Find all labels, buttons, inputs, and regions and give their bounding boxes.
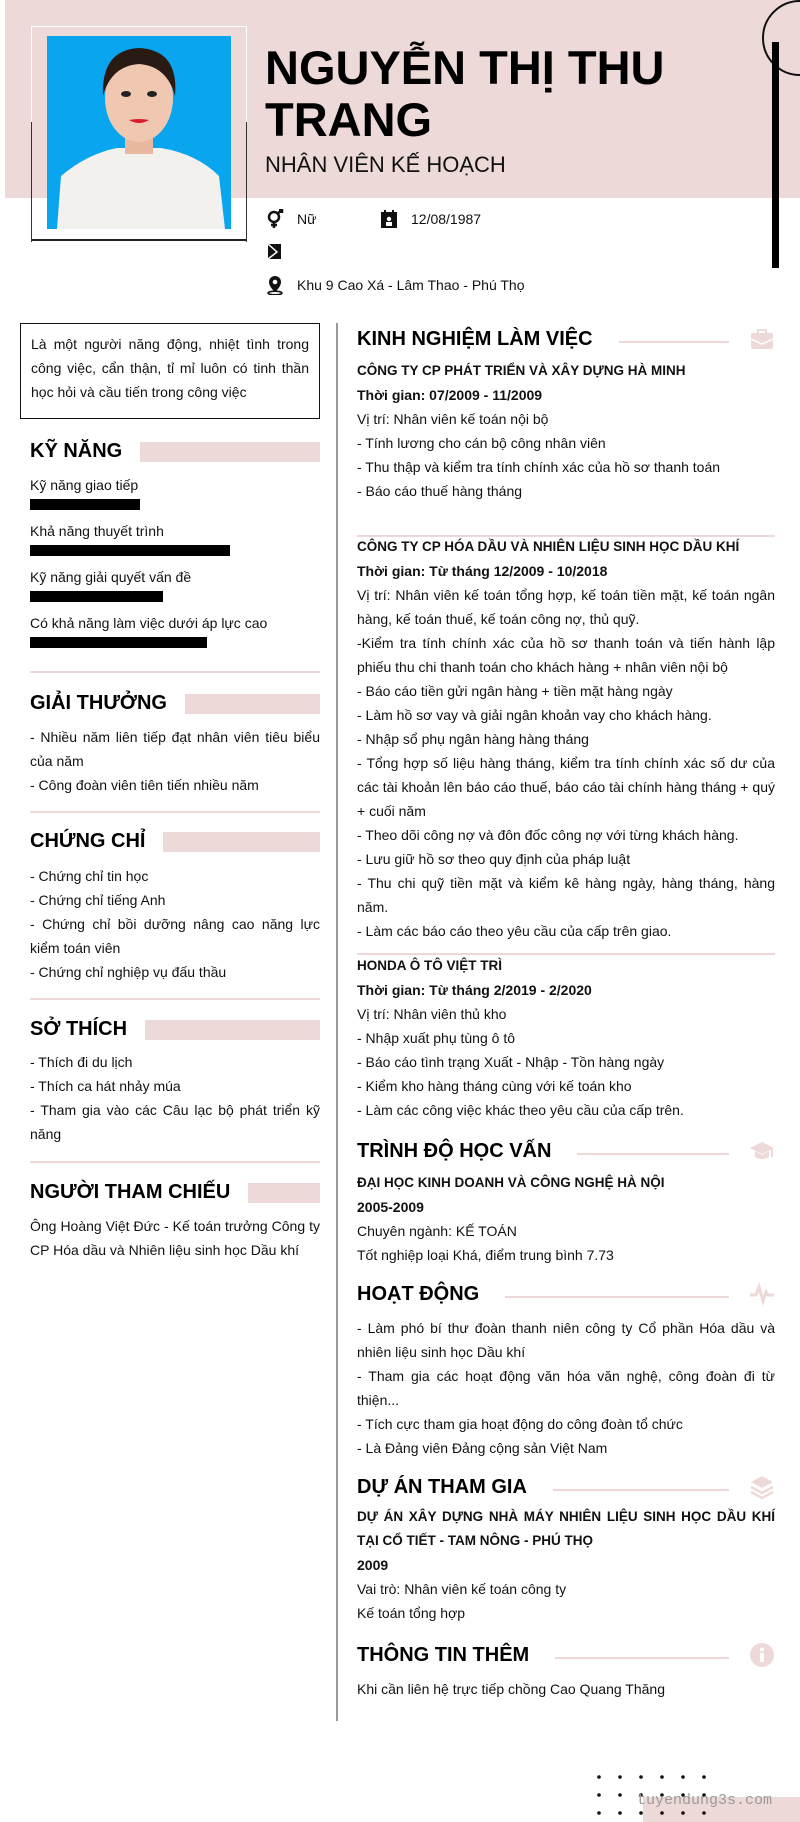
section-divider bbox=[30, 671, 320, 673]
list-item: - Tham gia các hoạt động văn hóa văn nghệ, công đoàn đi từ thiện... bbox=[357, 1368, 775, 1408]
summary-box: Là một người năng động, nhiệt tình trong công việc, cẩn thận, tỉ mỉ luôn có tinh thần học hỏi và cầu tiến trong công việc bbox=[20, 323, 320, 419]
dob-info bbox=[379, 209, 481, 229]
address-value: Khu 9 Cao Xá - Lâm Thao - Phú Thọ bbox=[297, 277, 525, 293]
job-detail: - Làm các công việc khác theo yêu cầu của cấp trên. bbox=[357, 1102, 684, 1118]
references-title: NGƯỜI THAM CHIẾU bbox=[30, 1181, 231, 1203]
list-item: - Nhiều năm liên tiếp đạt nhân viên tiêu biểu của năm bbox=[30, 729, 320, 769]
skill-label: Có khả năng làm việc dưới áp lực cao bbox=[30, 615, 268, 631]
job-detail: - Báo cáo tình trạng Xuất - Nhập - Tồn hàng ngày bbox=[357, 1054, 665, 1070]
column-divider bbox=[336, 323, 338, 1721]
job-detail: - Tổng hợp số liệu hàng tháng, kiểm tra tính chính xác số dư của các tài khoản lên báo cáo thuế, báo cáo tài chính hàng tháng + quý + cuối năm bbox=[357, 755, 775, 819]
decorative-bar bbox=[772, 42, 779, 268]
job-detail: - Làm hồ sơ vay và giải ngân khoản vay cho khách hàng. bbox=[357, 707, 712, 723]
section-divider bbox=[30, 998, 320, 1000]
experience-heading bbox=[357, 325, 775, 353]
email-info bbox=[265, 241, 297, 261]
decoration-dot bbox=[597, 1811, 601, 1815]
project-name: DỰ ÁN XÂY DỰNG NHÀ MÁY NHIÊN LIỆU SINH HỌC DẦU KHÍ TẠI CỔ TIẾT - TAM NÔNG - PHÚ THỌ bbox=[357, 1509, 775, 1548]
education-years: 2005-2009 bbox=[357, 1199, 424, 1215]
heading-accent-bar bbox=[163, 832, 320, 852]
skill-bar-fill bbox=[30, 545, 230, 556]
list-item: Chuyên ngành: KẾ TOÁN bbox=[357, 1223, 517, 1239]
profile-photo bbox=[47, 36, 231, 229]
gender-info bbox=[265, 209, 316, 229]
skills-heading bbox=[30, 440, 320, 463]
job-detail: - Nhập xuất phụ tùng ô tô bbox=[357, 1030, 515, 1046]
job-detail: - Kiểm kho hàng tháng cùng với kế toán kho bbox=[357, 1078, 632, 1094]
awards-list bbox=[30, 725, 320, 797]
layers-icon bbox=[749, 1474, 775, 1500]
job-detail: Vị trí: Nhân viên kế toán nội bộ bbox=[357, 411, 549, 427]
decorative-circle bbox=[758, 0, 800, 78]
decoration-dot bbox=[639, 1775, 643, 1779]
skills-title: KỸ NĂNG bbox=[30, 440, 123, 462]
education-heading bbox=[357, 1137, 775, 1165]
job-period: Thời gian: 07/2009 - 11/2009 bbox=[357, 387, 543, 403]
job-period: Thời gian: Từ tháng 12/2009 - 10/2018 bbox=[357, 563, 608, 579]
list-item: - Công đoàn viên tiên tiến nhiều năm bbox=[30, 777, 259, 793]
company-name: CÔNG TY CP PHÁT TRIỂN VÀ XÂY DỰNG HÀ MINH bbox=[357, 363, 686, 378]
list-item: Tốt nghiệp loại Khá, điểm trung bình 7.73 bbox=[357, 1247, 614, 1263]
decoration-dot bbox=[660, 1775, 664, 1779]
job-detail: - Làm các báo cáo theo yêu cầu của cấp trên giao. bbox=[357, 923, 672, 939]
heading-line bbox=[505, 1296, 729, 1298]
project-details bbox=[357, 1577, 775, 1625]
decoration-dot bbox=[660, 1811, 664, 1815]
heading-line bbox=[553, 1489, 729, 1491]
gender-icon bbox=[265, 209, 285, 229]
info-icon bbox=[749, 1642, 775, 1668]
graduation-cap-icon bbox=[749, 1138, 775, 1164]
job-entry bbox=[357, 359, 775, 503]
awards-title: GIẢI THƯỞNG bbox=[30, 692, 167, 714]
skills-list bbox=[30, 475, 320, 659]
job-detail: - Nhập sổ phụ ngân hàng hàng tháng bbox=[357, 731, 589, 747]
references-list bbox=[30, 1214, 320, 1262]
decoration-dot bbox=[702, 1811, 706, 1815]
job-title: NHÂN VIÊN KẾ HOẠCH bbox=[265, 152, 506, 177]
job-detail: - Báo cáo thuế hàng tháng bbox=[357, 483, 523, 499]
hobbies-heading bbox=[30, 1018, 320, 1041]
decoration-dot bbox=[618, 1811, 622, 1815]
company-name: CÔNG TY CP HÓA DẦU VÀ NHIÊN LIỆU SINH HỌC DẦU KHÍ bbox=[357, 539, 740, 554]
references-heading bbox=[30, 1181, 320, 1204]
gender-value: Nữ bbox=[297, 211, 317, 227]
list-item: - Chứng chỉ bồi dưỡng nâng cao năng lực kiểm toán viên bbox=[30, 916, 320, 956]
projects-heading bbox=[357, 1473, 775, 1501]
activities-list bbox=[357, 1316, 775, 1460]
skill-bar-fill bbox=[30, 499, 140, 510]
job-detail: Vị trí: Nhân viên kế toán tổng hợp, kế toán tiền mặt, kế toán ngân hàng, kế toán thuế, kế toán công nợ, thủ quỹ. bbox=[357, 587, 775, 627]
candidate-name: NGUYỄN THỊ THU TRANG bbox=[265, 41, 665, 146]
list-item: Khi cần liên hệ trực tiếp chồng Cao Quang Thăng bbox=[357, 1681, 665, 1697]
decoration-dot bbox=[618, 1775, 622, 1779]
education-entry bbox=[357, 1171, 775, 1267]
awards-heading bbox=[30, 692, 320, 715]
heading-accent-bar bbox=[145, 1020, 320, 1040]
list-item: Ông Hoàng Việt Đức - Kế toán trưởng Công ty CP Hóa dầu và Nhiên liệu sinh học Dầu khí bbox=[30, 1218, 320, 1258]
list-item: - Làm phó bí thư đoàn thanh niên công ty Cổ phần Hóa dầu và nhiên liệu sinh học Dầu khí bbox=[357, 1320, 775, 1360]
project-entry bbox=[357, 1505, 775, 1625]
calendar-icon bbox=[379, 209, 399, 229]
activities-heading bbox=[357, 1280, 775, 1308]
list-item: - Chứng chỉ tiếng Anh bbox=[30, 892, 166, 908]
skill-bar-fill bbox=[30, 637, 207, 648]
skill-bar bbox=[30, 591, 320, 602]
decoration-dot bbox=[597, 1775, 601, 1779]
job-detail: - Tính lương cho cán bộ công nhân viên bbox=[357, 435, 606, 451]
additional-info bbox=[357, 1677, 775, 1701]
watermark: tuyendung3s.com bbox=[637, 1792, 773, 1809]
hobbies-title: SỞ THÍCH bbox=[30, 1018, 128, 1040]
list-item: - Là Đảng viên Đảng cộng sản Việt Nam bbox=[357, 1440, 608, 1456]
projects-title: DỰ ÁN THAM GIA bbox=[357, 1475, 527, 1498]
job-entry bbox=[357, 954, 775, 1122]
decoration-dot bbox=[639, 1811, 643, 1815]
decoration-dot bbox=[597, 1793, 601, 1797]
list-item: - Thích ca hát nhảy múa bbox=[30, 1078, 181, 1094]
skill-bar bbox=[30, 499, 320, 510]
skill-label: Kỹ năng giao tiếp bbox=[30, 477, 139, 493]
list-item: - Chứng chỉ tin học bbox=[30, 868, 149, 884]
list-item: Vai trò: Nhân viên kế toán công ty bbox=[357, 1581, 567, 1597]
job-entry bbox=[357, 535, 775, 943]
skill-label: Khả năng thuyết trình bbox=[30, 523, 164, 539]
heading-accent-bar bbox=[185, 694, 320, 714]
job-detail: -Kiểm tra tính chính xác của hồ sơ thanh toán và tiến hành lập phiếu thu chi thanh toán cho khách hàng + nhân viên nội bộ bbox=[357, 635, 775, 675]
list-item: - Thích đi du lịch bbox=[30, 1054, 133, 1070]
skill-bar bbox=[30, 637, 320, 648]
additional-title: THÔNG TIN THÊM bbox=[357, 1643, 530, 1666]
job-detail: Vị trí: Nhân viên thủ kho bbox=[357, 1006, 507, 1022]
heading-accent-bar bbox=[140, 442, 320, 462]
decoration-dot bbox=[681, 1775, 685, 1779]
education-title: TRÌNH ĐỘ HỌC VẤN bbox=[357, 1139, 552, 1162]
school-name: ĐẠI HỌC KINH DOANH VÀ CÔNG NGHỆ HÀ NỘI bbox=[357, 1175, 665, 1190]
additional-heading bbox=[357, 1641, 775, 1669]
heading-line bbox=[555, 1657, 729, 1659]
project-year: 2009 bbox=[357, 1557, 389, 1573]
heading-line bbox=[577, 1153, 729, 1155]
job-period: Thời gian: Từ tháng 2/2019 - 2/2020 bbox=[357, 982, 592, 998]
education-details bbox=[357, 1219, 775, 1267]
heading-accent-bar bbox=[248, 1183, 320, 1203]
email-icon bbox=[265, 241, 285, 261]
job-detail: - Lưu giữ hồ sơ theo quy định của pháp luật bbox=[357, 851, 631, 867]
job-detail: - Báo cáo tiền gửi ngân hàng + tiền mặt hàng ngày bbox=[357, 683, 673, 699]
heading-line bbox=[619, 341, 729, 343]
section-divider bbox=[30, 811, 320, 813]
address-info bbox=[265, 275, 525, 295]
company-name: HONDA Ô TÔ VIỆT TRÌ bbox=[357, 958, 502, 973]
decoration-dot bbox=[618, 1793, 622, 1797]
decoration-dot bbox=[681, 1811, 685, 1815]
skill-label: Kỹ năng giải quyết vấn đề bbox=[30, 569, 192, 585]
job-detail: - Thu thập và kiểm tra tính chính xác của hồ sơ thanh toán bbox=[357, 459, 721, 475]
dob-value: 12/08/1987 bbox=[411, 211, 482, 227]
list-item: - Tham gia vào các Câu lạc bộ phát triển kỹ năng bbox=[30, 1102, 320, 1142]
heartbeat-icon bbox=[749, 1281, 775, 1307]
list-item: Kế toán tổng hợp bbox=[357, 1605, 466, 1621]
activities-title: HOẠT ĐỘNG bbox=[357, 1282, 480, 1305]
job-detail: - Theo dõi công nợ và đôn đốc công nợ với từng khách hàng. bbox=[357, 827, 739, 843]
decoration-dot bbox=[702, 1775, 706, 1779]
briefcase-icon bbox=[749, 326, 775, 352]
certificates-list bbox=[30, 864, 320, 984]
hobbies-list bbox=[30, 1050, 320, 1146]
list-item: - Tích cực tham gia hoạt động do công đoàn tổ chức bbox=[357, 1416, 683, 1432]
location-pin-icon bbox=[265, 275, 285, 295]
experience-title: KINH NGHIỆM LÀM VIỆC bbox=[357, 327, 593, 350]
skill-bar-fill bbox=[30, 591, 163, 602]
section-divider bbox=[30, 1161, 320, 1163]
list-item: - Chứng chỉ nghiệp vụ đấu thầu bbox=[30, 964, 227, 980]
certificates-heading bbox=[30, 830, 320, 853]
skill-bar bbox=[30, 545, 320, 556]
job-detail: - Thu chi quỹ tiền mặt và kiểm kê hàng ngày, hàng tháng, hàng năm. bbox=[357, 875, 775, 915]
certificates-title: CHỨNG CHỈ bbox=[30, 830, 146, 852]
